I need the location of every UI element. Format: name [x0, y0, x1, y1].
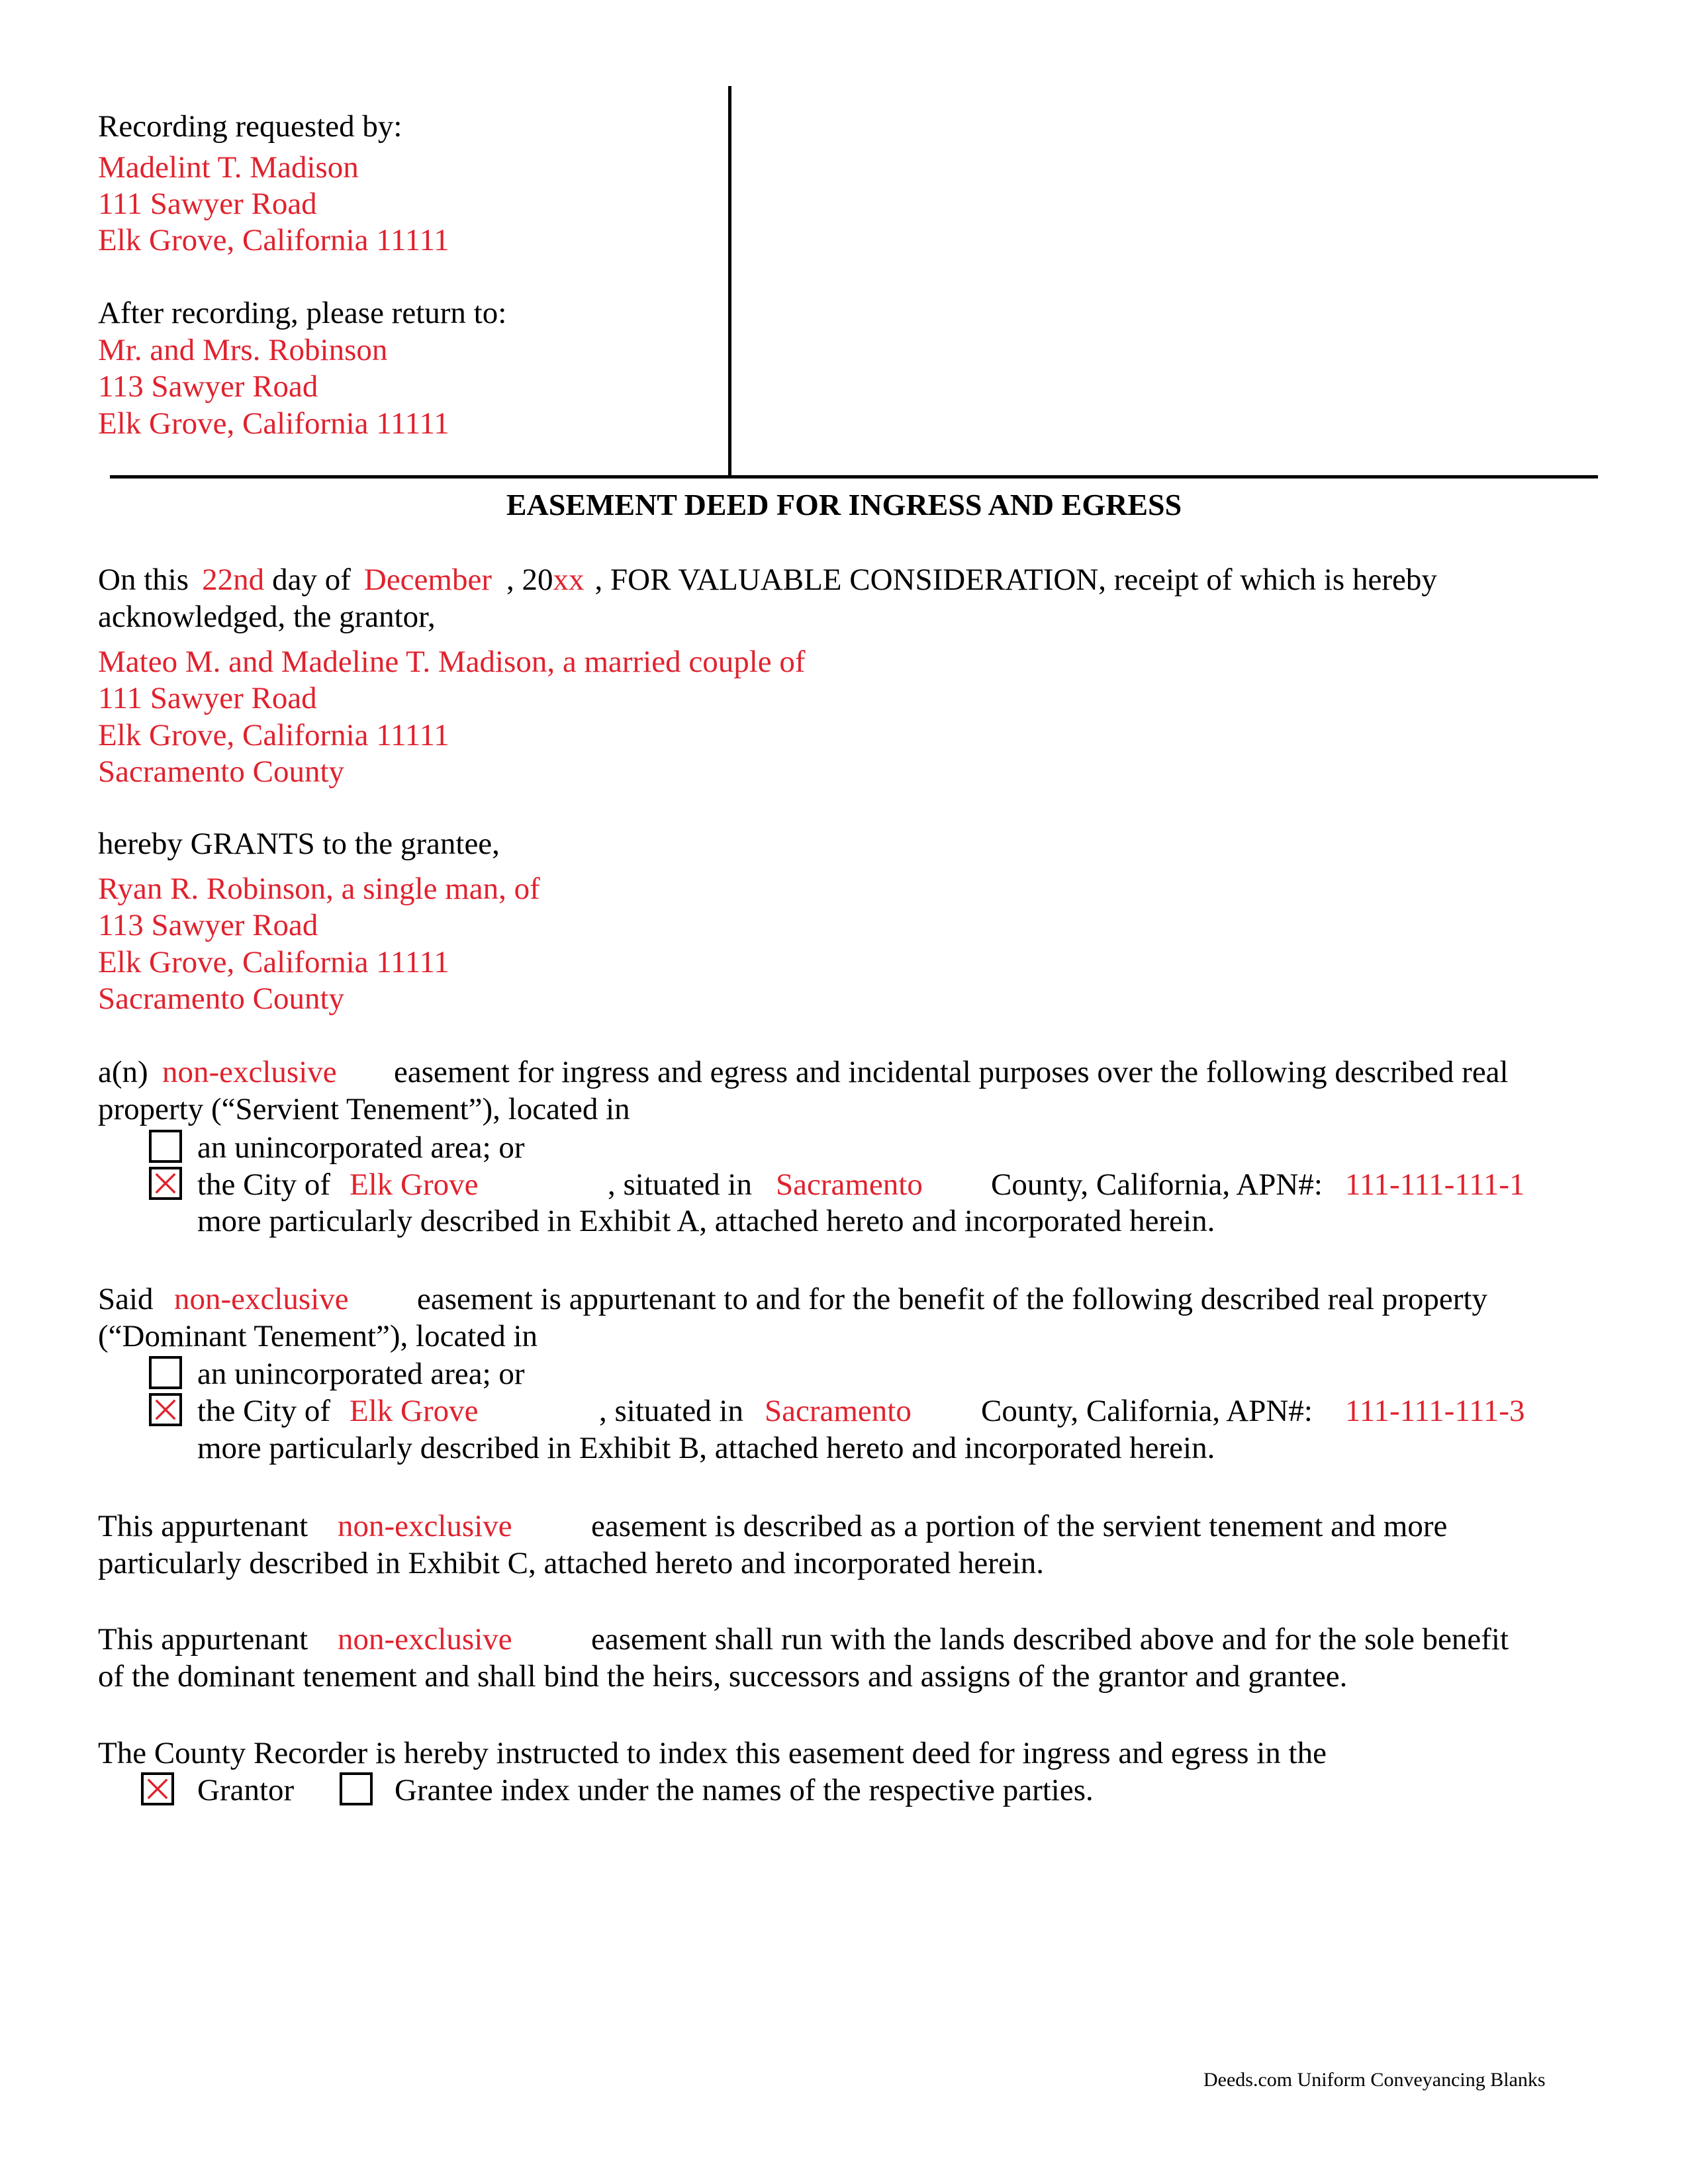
servient-city-label: the City of — [197, 1167, 331, 1202]
para-c-line2: particularly described in Exhibit C, attached hereto and incorporated herein. — [98, 1546, 1045, 1580]
intro-line-2: acknowledged, the grantor, — [98, 600, 436, 634]
servient-situated: , situated in — [608, 1167, 752, 1202]
dominant-described: more particularly described in Exhibit B, attached hereto and incorporated herein. — [197, 1431, 1215, 1465]
para-run-line1-rest: easement shall run with the lands described above and for the sole benefit — [591, 1622, 1509, 1657]
servient-line2: property (“Servient Tenement”), located in — [98, 1092, 630, 1126]
dominant-unincorporated-label: an unincorporated area; or — [197, 1357, 525, 1391]
grantee-county: Sacramento County — [98, 981, 345, 1016]
grantor-county: Sacramento County — [98, 754, 345, 789]
dominant-city-checkbox[interactable] — [149, 1393, 182, 1426]
return-street: 113 Sawyer Road — [98, 369, 318, 404]
header-vertical-divider — [728, 86, 731, 477]
index-line-1: The County Recorder is hereby instructed to index this easement deed for ingress and egress in the — [98, 1736, 1327, 1770]
dominant-apn-value: 111-111-111-3 — [1345, 1394, 1525, 1428]
dominant-city-value: Elk Grove — [350, 1394, 479, 1428]
dominant-line2: (“Dominant Tenement”), located in — [98, 1319, 538, 1353]
intro-consideration: , FOR VALUABLE CONSIDERATION, receipt of which is hereby — [594, 563, 1437, 597]
intro-day-of: day of — [272, 563, 351, 597]
grantor-name: Mateo M. and Madeline T. Madison, a married couple of — [98, 645, 806, 679]
servient-described: more particularly described in Exhibit A, attached hereto and incorporated herein. — [197, 1204, 1215, 1238]
checked-x-icon — [144, 1775, 171, 1803]
index-grantor-checkbox[interactable] — [141, 1772, 174, 1805]
servient-county-value: Sacramento — [776, 1167, 923, 1202]
return-label: After recording, please return to: — [98, 296, 507, 330]
return-name: Mr. and Mrs. Robinson — [98, 333, 388, 367]
servient-line1-rest: easement for ingress and egress and incidental purposes over the following described real — [394, 1055, 1509, 1089]
dominant-situated: , situated in — [599, 1394, 743, 1428]
dominant-line1-rest: easement is appurtenant to and for the benefit of the following described real property — [417, 1282, 1488, 1316]
servient-prefix: a(n) — [98, 1055, 148, 1089]
servient-unincorporated-checkbox[interactable] — [149, 1130, 182, 1163]
grants-line: hereby GRANTS to the grantee, — [98, 827, 500, 861]
header-horizontal-divider — [110, 475, 1598, 478]
grantee-street: 113 Sawyer Road — [98, 908, 318, 942]
dominant-type-value: non-exclusive — [174, 1282, 349, 1316]
requester-street: 111 Sawyer Road — [98, 187, 317, 221]
recording-requested-label: Recording requested by: — [98, 109, 402, 144]
dominant-county-value: Sacramento — [765, 1394, 912, 1428]
requester-name: Madelint T. Madison — [98, 150, 359, 185]
servient-unincorporated-label: an unincorporated area; or — [197, 1130, 525, 1165]
return-city: Elk Grove, California 11111 — [98, 406, 449, 441]
dominant-prefix: Said — [98, 1282, 154, 1316]
document-title: EASEMENT DEED FOR INGRESS AND EGRESS — [506, 488, 1182, 522]
requester-city: Elk Grove, California 11111 — [98, 223, 449, 257]
para-run-type-value: non-exclusive — [338, 1622, 512, 1657]
servient-type-value: non-exclusive — [162, 1055, 337, 1089]
para-c-prefix: This appurtenant — [98, 1509, 308, 1543]
index-grantee-checkbox[interactable] — [340, 1772, 373, 1805]
year-value: xx — [553, 563, 585, 597]
intro-comma-20: , 20 — [506, 563, 553, 597]
para-run-prefix: This appurtenant — [98, 1622, 308, 1657]
footer-text: Deeds.com Uniform Conveyancing Blanks — [1203, 2069, 1546, 2091]
intro-line-1 — [98, 565, 1437, 596]
grantor-street: 111 Sawyer Road — [98, 681, 317, 715]
grantee-city: Elk Grove, California 11111 — [98, 945, 449, 979]
checked-x-icon — [152, 1169, 179, 1197]
intro-on-this: On this — [98, 563, 189, 597]
servient-county-ca: County, California, APN#: — [991, 1167, 1323, 1202]
checked-x-icon — [152, 1396, 179, 1424]
para-c-line1-rest: easement is described as a portion of the servient tenement and more — [591, 1509, 1448, 1543]
dominant-unincorporated-checkbox[interactable] — [149, 1356, 182, 1389]
dominant-county-ca: County, California, APN#: — [981, 1394, 1313, 1428]
servient-city-value: Elk Grove — [350, 1167, 479, 1202]
index-grantor-label: Grantor — [197, 1773, 295, 1807]
dominant-city-label: the City of — [197, 1394, 331, 1428]
index-grantee-label: Grantee index under the names of the respective parties. — [395, 1773, 1094, 1807]
para-c-type-value: non-exclusive — [338, 1509, 512, 1543]
servient-apn-value: 111-111-111-1 — [1345, 1167, 1525, 1202]
grantee-name: Ryan R. Robinson, a single man, of — [98, 872, 540, 906]
month-value: December — [363, 563, 492, 597]
grantor-city: Elk Grove, California 11111 — [98, 718, 449, 752]
day-value: 22nd — [202, 563, 265, 597]
para-run-line2: of the dominant tenement and shall bind the heirs, successors and assigns of the grantor and grantee. — [98, 1659, 1348, 1694]
servient-city-checkbox[interactable] — [149, 1167, 182, 1200]
